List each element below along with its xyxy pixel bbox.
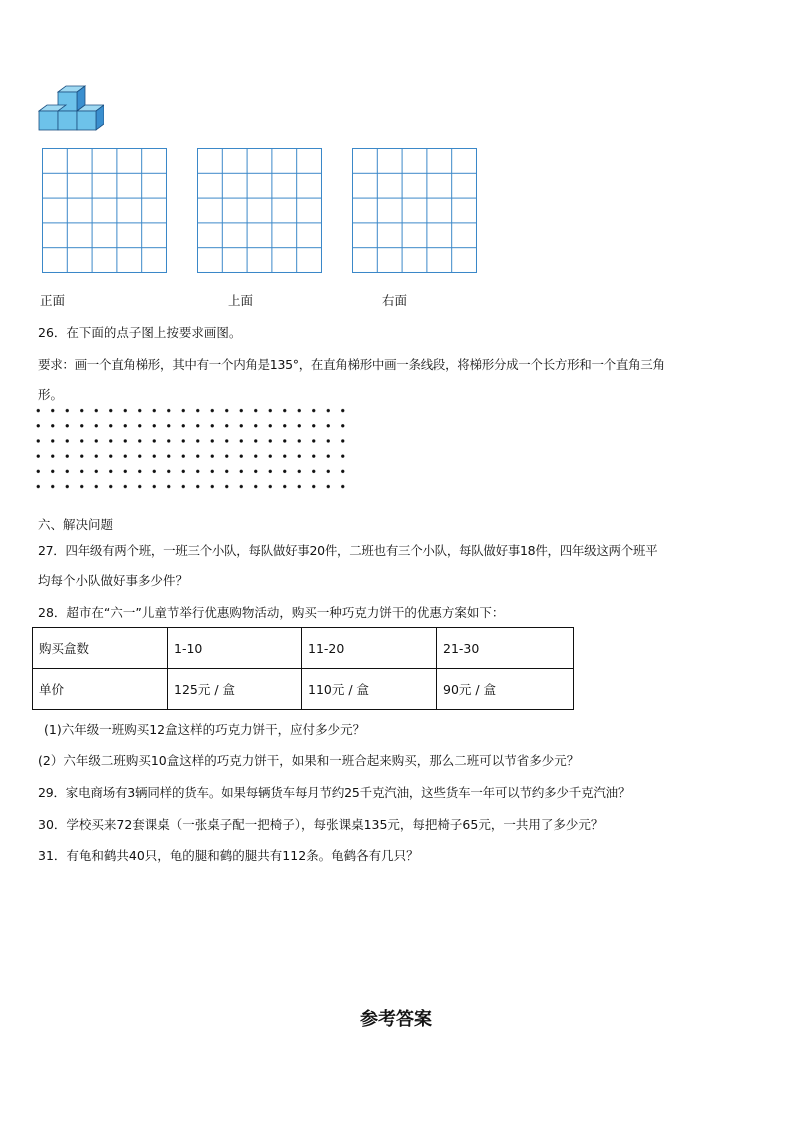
table-cell: 21-30 <box>437 628 574 669</box>
label-top: 上面 <box>228 293 254 308</box>
dot-grid <box>36 408 352 494</box>
table-cell: 110元 / 盒 <box>302 669 437 710</box>
q28-sub2: (2）六年级二班购买10盒这样的巧克力饼干，如果和一班合起来购买，那么二班可以节省多少元？ <box>38 753 580 768</box>
price-table <box>32 627 574 710</box>
q27-line2: 均每个小队做好事多少件？ <box>38 573 189 588</box>
table-cell: 购买盒数 <box>33 628 168 669</box>
q26-req-line1: 要求：画一个直角梯形，其中有一个内角是135°，在直角梯形中画一条线段，将梯形分成一个长方形和一个直角三角 <box>38 357 665 372</box>
grid-front <box>42 148 167 273</box>
table-cell: 90元 / 盒 <box>437 669 574 710</box>
table-cell: 11-20 <box>302 628 437 669</box>
table-cell: 125元 / 盒 <box>168 669 302 710</box>
table-row <box>33 669 574 710</box>
table-cell: 单价 <box>33 669 168 710</box>
q30: 30．学校买来72套课桌（一张桌子配一把椅子），每张课桌135元，每把椅子65元，一共用了多少元？ <box>38 817 604 832</box>
grid-top <box>197 148 322 273</box>
q31: 31．有龟和鹤共40只，龟的腿和鹤的腿共有112条。龟鹤各有几只？ <box>38 848 419 863</box>
label-right: 右面 <box>382 293 408 308</box>
q29: 29．家电商场有3辆同样的货车。如果每辆货车每月节约25千克汽油，这些货车一年可以节约多少千克汽油？ <box>38 785 631 800</box>
q28-sub1: (1)六年级一班购买12盒这样的巧克力饼干，应付多少元？ <box>44 722 366 737</box>
table-row <box>33 628 574 669</box>
answers-heading: 参考答案 <box>360 1009 432 1030</box>
section-6-heading: 六、解决问题 <box>38 517 114 532</box>
q28-title: 28．超市在“六一”儿童节举行优惠购物活动，购买一种巧克力饼干的优惠方案如下： <box>38 605 505 620</box>
q26-title: 26．在下面的点子图上按要求画图。 <box>38 325 242 340</box>
q26-req-line2: 形。 <box>38 387 64 402</box>
grid-right <box>352 148 477 273</box>
label-front: 正面 <box>40 293 66 308</box>
q27-line1: 27．四年级有两个班，一班三个小队，每队做好事20件，二班也有三个小队，每队做好事18件，四年级这两个班平 <box>38 543 658 558</box>
table-cell: 1-10 <box>168 628 302 669</box>
cube-figure <box>38 84 104 132</box>
